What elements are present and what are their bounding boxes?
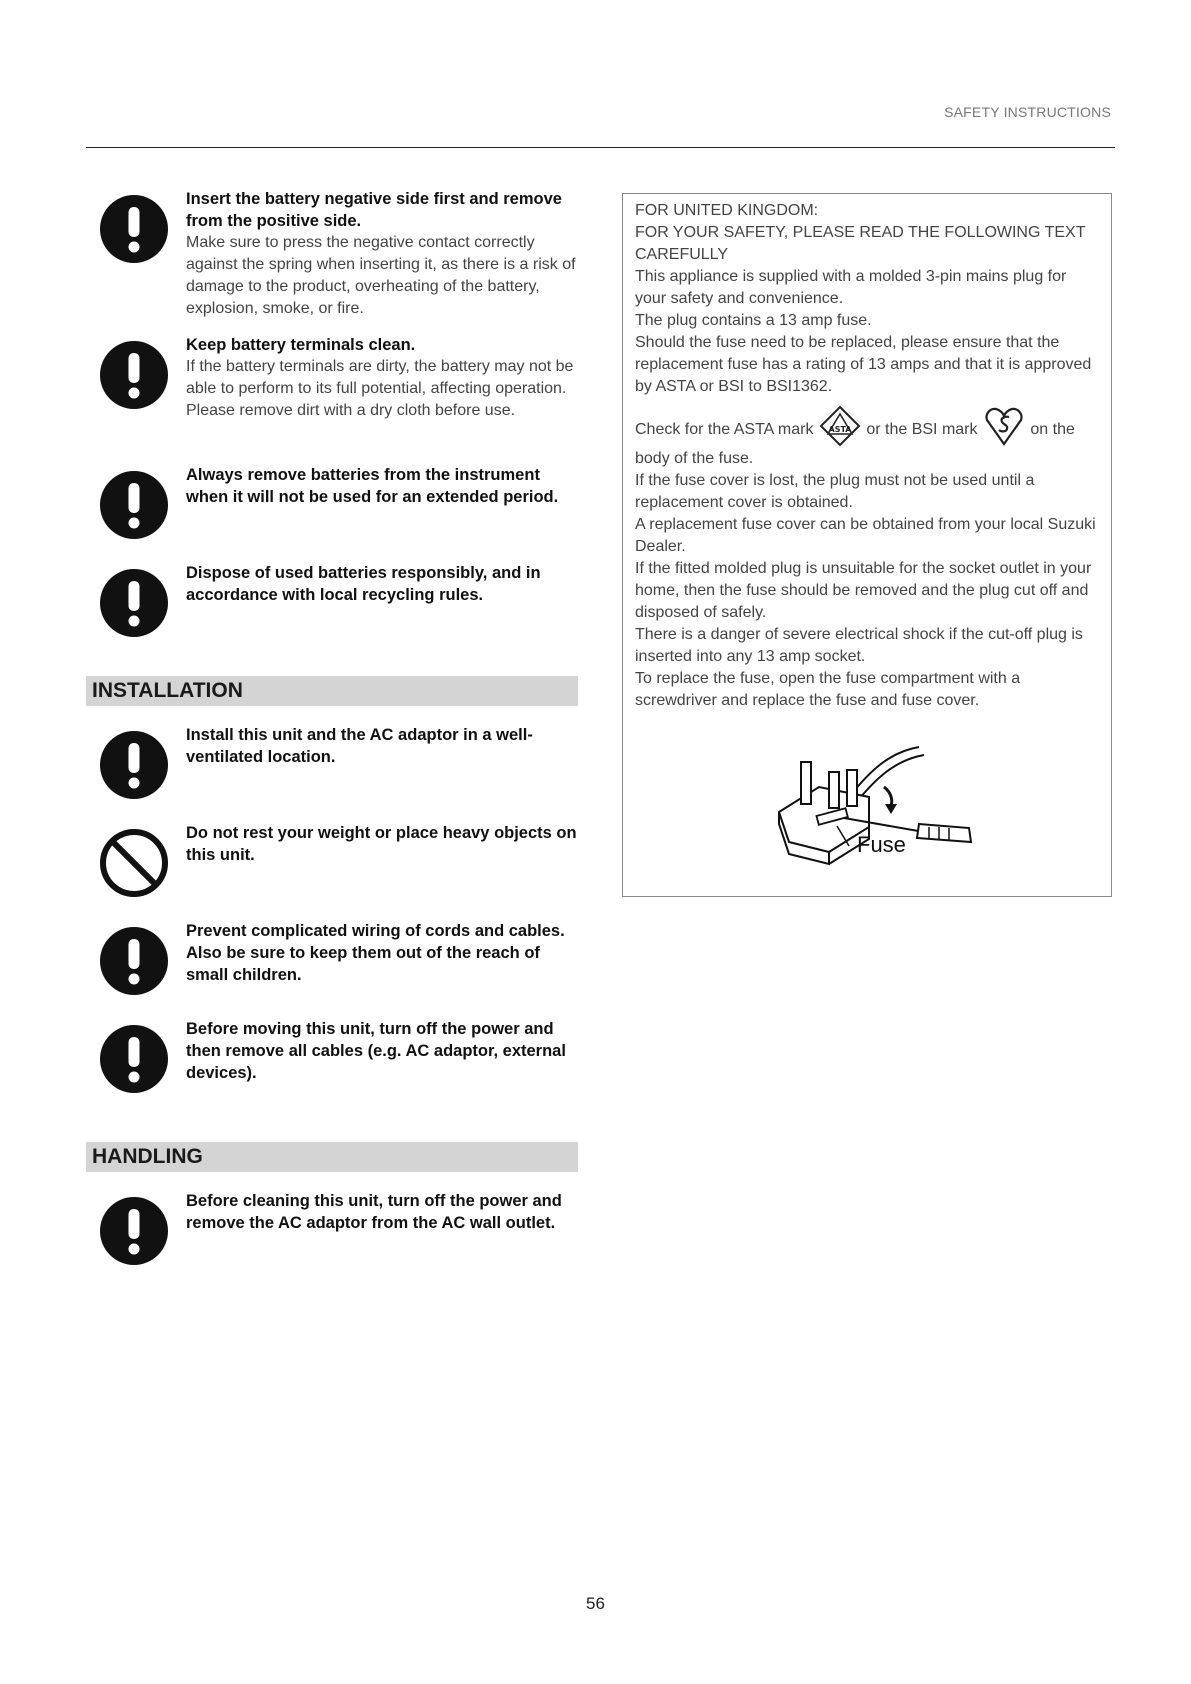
handling-heading: HANDLING [86,1142,578,1172]
page-header-label: SAFETY INSTRUCTIONS [944,104,1111,120]
exclamation-icon [99,1024,169,1094]
uk-paragraph: This appliance is supplied with a molded 3-pin mains plug for your safety and convenience. [635,268,1067,307]
exclamation-icon [99,194,169,264]
page-number: 56 [586,1594,605,1613]
battery-item [86,334,578,448]
uk-paragraph: The plug contains a 13 amp fuse. [635,312,872,329]
uk-heading-1: FOR UNITED KINGDOM: [635,202,819,219]
exclamation-icon [99,470,169,540]
uk-paragraph: If the fitted molded plug is unsuitable for the socket outlet in your home, then the fuse should be removed and the plug cut off and disposed of safely. [635,560,1092,621]
uk-paragraph: If the fuse cover is lost, the plug must not be used until a replacement cover is obtained. [635,472,1035,511]
asta-mark-icon [818,404,862,448]
item-title: Keep battery terminals clean. [186,336,416,354]
mark-line [635,404,1101,470]
uk-heading-2: FOR YOUR SAFETY, PLEASE READ THE FOLLOWING TEXT CAREFULLY [635,224,1086,263]
fuse-label: Fuse [857,832,906,857]
mark-text: Check for the ASTA mark [635,421,814,438]
fuse-illustration [759,742,989,872]
mark-text: on the body of the fuse. [635,421,1075,467]
exclamation-icon [99,340,169,410]
uk-paragraph: To replace the fuse, open the fuse compartment with a screwdriver and replace the fuse and fuse cover. [635,670,1021,709]
item-title: Do not rest your weight or place heavy objects on this unit. [186,824,577,864]
item-title: Install this unit and the AC adaptor in a well-ventilated location. [186,726,533,766]
item-title: Before moving this unit, turn off the power and then remove all cables (e.g. AC adaptor, external devices). [186,1020,566,1082]
left-column [86,188,578,1272]
installation-item [86,920,578,1002]
battery-item [86,562,578,644]
header-rule [86,147,1115,148]
exclamation-icon [99,730,169,800]
item-title: Insert the battery negative side first and remove from the positive side. [186,190,562,230]
exclamation-icon [99,926,169,996]
battery-item [86,464,578,546]
installation-item [86,822,578,904]
battery-item [86,188,578,318]
exclamation-icon [99,568,169,638]
uk-paragraph: A replacement fuse cover can be obtained from your local Suzuki Dealer. [635,516,1096,555]
item-title: Always remove batteries from the instrument when it will not be used for an extended period. [186,466,559,506]
mark-text: or the BSI mark [866,421,978,438]
item-body: If the battery terminals are dirty, the battery may not be able to perform to its full potential, affecting operation. Please remove dirt with a dry cloth before use. [186,358,574,419]
uk-paragraph: There is a danger of severe electrical shock if the cut-off plug is inserted into any 13 amp socket. [635,626,1083,665]
item-title: Dispose of used batteries responsibly, and in accordance with local recycling rules. [186,564,541,604]
installation-item [86,1018,578,1100]
installation-heading: INSTALLATION [86,676,578,706]
handling-item [86,1190,578,1272]
item-title: Prevent complicated wiring of cords and cables. Also be sure to keep them out of the reach of small children. [186,922,565,984]
asta-mark-text: ASTA [828,425,852,434]
uk-paragraph: Should the fuse need to be replaced, please ensure that the replacement fuse has a rating of 13 amps and that it is approved by ASTA or BSI to BSI1362. [635,334,1092,395]
item-title: Before cleaning this unit, turn off the power and remove the AC adaptor from the AC wall outlet. [186,1192,562,1232]
prohibition-icon [99,828,169,898]
item-body: Make sure to press the negative contact correctly against the spring when inserting it, as there is a risk of damage to the product, overheating of the battery, explosion, smoke, or fire. [186,234,576,317]
bsi-kitemark-icon [982,404,1026,448]
exclamation-icon [99,1196,169,1266]
installation-item [86,724,578,806]
uk-notice-box [622,193,1112,897]
